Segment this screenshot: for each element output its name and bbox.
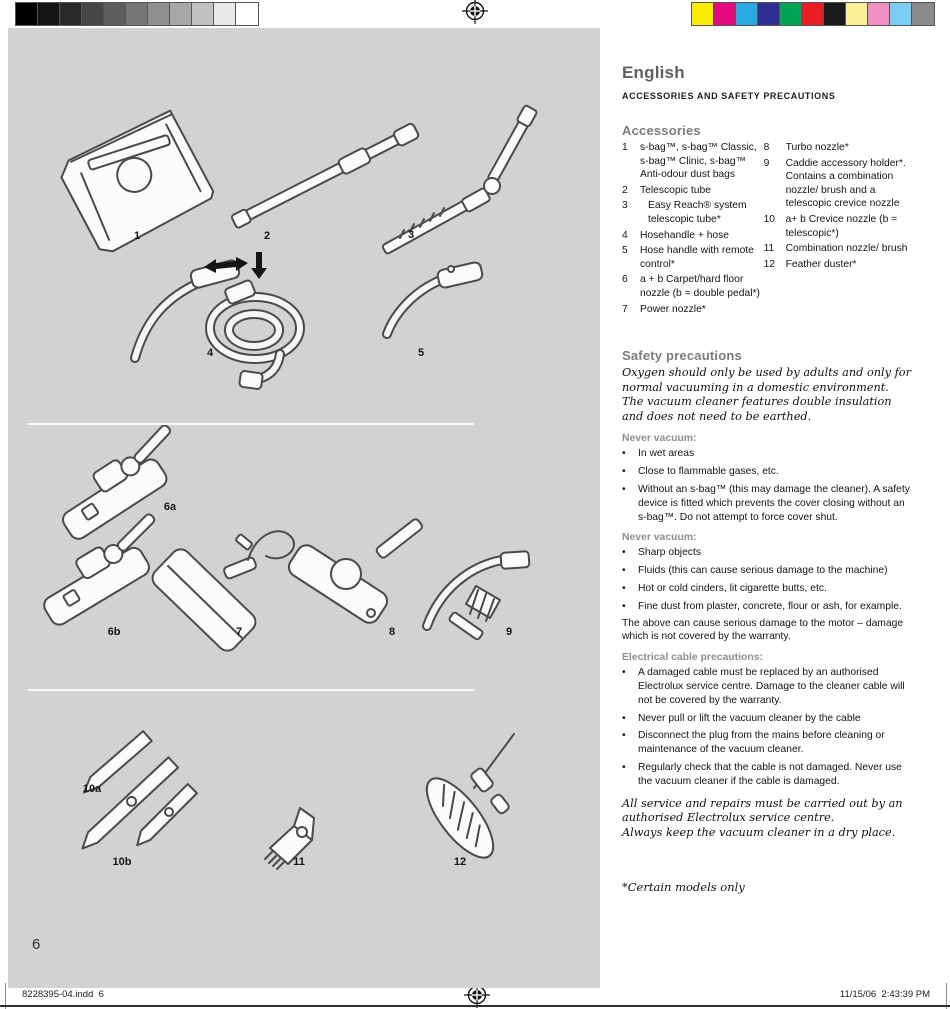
calibration-swatch [692,3,714,25]
accessory-text: Telescopic tube [640,184,711,196]
accessory-item [622,303,761,317]
accessory-text: Feather duster* [785,258,857,270]
accessory-illustrations [8,28,600,988]
accessory-number: 1 [622,142,628,153]
accessory-number: 3 [622,200,628,212]
calibration-swatch [16,3,38,25]
illustration-caddie-holder [427,551,530,640]
list-item [622,564,912,578]
bullet-icon: • [622,547,626,559]
models-footnote: *Certain models only [622,880,745,894]
list-item [622,447,912,461]
bullet-icon: • [622,730,626,742]
calibration-swatch [126,3,148,25]
calibration-swatch [846,3,868,25]
bullet-text: Sharp objects [638,547,701,559]
chapter-subtitle: ACCESSORIES AND SAFETY PRECAUTIONS [622,91,836,101]
calibration-swatch [82,3,104,25]
calibration-swatch [890,3,912,25]
calibration-swatch [170,3,192,25]
illustration-hosehandle-hose [135,252,300,389]
accessory-number: 4 [622,229,628,241]
list-item [622,465,912,479]
page-edge-line [0,1005,950,1007]
accessory-text: Power nozzle* [640,303,706,315]
warranty-note: The above can cause serious damage to the motor – damage which is not covered by the warranty. [622,617,904,643]
calibration-swatch [236,3,258,25]
figure-label-7: 7 [235,626,243,638]
illustration-telescopic-tube [230,123,419,230]
illustration-panel [8,28,600,988]
bullet-text: Fine dust from plaster, concrete, flour or ash, for example. [638,600,902,612]
accessory-item [764,141,914,155]
bullet-icon: • [622,483,626,495]
never-vacuum-heading-2: Never vacuum: [622,532,697,544]
bullet-icon: • [622,600,626,612]
calibration-swatch [192,3,214,25]
figure-label-10a: 10a [82,783,102,795]
bullet-text: Disconnect the plug from the mains before cleaning or maintenance of the vacuum cleaner. [638,730,885,756]
calibration-swatch [214,3,236,25]
accessory-item [764,258,914,272]
list-item [622,483,912,524]
accessory-item [622,141,761,182]
bullet-text: Hot or cold cinders, lit cigarette butts, etc. [638,582,827,594]
accessories-column-left [622,141,761,318]
figure-label-4: 4 [206,347,214,359]
accessory-number: 5 [622,245,628,257]
figure-label-5: 5 [417,347,425,359]
calibration-swatch [104,3,126,25]
figure-label-6a: 6a [163,501,177,513]
safety-heading: Safety precautions [622,348,742,363]
accessories-column-right [764,141,914,318]
calibration-swatch [736,3,758,25]
calibration-swatch [802,3,824,25]
calibration-swatch [758,3,780,25]
accessory-number: 10 [763,213,776,225]
figure-label-9: 9 [505,626,513,638]
page-number: 6 [32,936,41,953]
electrical-cable-heading: Electrical cable precautions: [622,652,763,664]
panel-divider-1 [28,423,474,425]
figure-label-6b: 6b [107,626,121,638]
figure-label-2: 2 [263,230,271,242]
accessory-number: 8 [763,142,770,153]
calibration-swatch [824,3,846,25]
bullet-icon: • [622,466,626,478]
safety-section [622,348,912,840]
never-vacuum-heading-1: Never vacuum: [622,433,697,445]
figure-label-12: 12 [453,856,467,868]
accessory-number: 9 [763,157,770,169]
list-item [622,666,912,707]
illustration-turbo-nozzle [285,518,423,627]
accessory-text: Hosehandle + hose [640,229,730,241]
bullet-icon: • [622,565,626,577]
accessory-item [764,242,914,256]
accessory-text: s-bag™, s-bag™ Classic, s-bag™ Clinic, s-bag™ Anti-odour dust bags [640,142,757,181]
bullet-icon: • [622,667,626,679]
calibration-swatch [60,3,82,25]
calibration-swatch [714,3,736,25]
accessory-number: 7 [622,303,628,315]
illustration-feather-duster [415,734,514,868]
bullet-icon: • [622,448,626,460]
list-item [622,729,912,757]
bullet-text: In wet areas [638,448,695,460]
calibration-swatch [148,3,170,25]
accessory-number: 6 [622,274,628,286]
accessory-text: a+ b Crevice nozzle (b = telescopic*) [785,213,898,239]
accessory-text: a + b Carpet/hard floor nozzle (b = double pedal*) [640,274,760,299]
calibration-swatch [780,3,802,25]
electrical-cable-list [622,666,912,788]
bullet-text: Without an s-bag™ (this may damage the cleaner). A safety device is fitted which prevents the cover closing without an s-bag™. Do not attempt to force cover shut. [638,483,910,523]
accessory-text: Combination nozzle/ brush [785,243,908,255]
service-note: All service and repairs must be carried out by an authorised Electrolux service centre. [622,796,903,825]
figure-label-11: 11 [293,856,305,868]
illustration-floor-nozzle-b [30,512,177,628]
figure-label-1: 1 [133,230,141,242]
accessory-text: Turbo nozzle* [785,142,849,153]
calibration-swatch [912,3,934,25]
safety-intro: Oxygen should only be used by adults and only for normal vacuuming in a domestic environment. The vacuum cleaner features double insulation and does not need to be earthed. [622,366,912,423]
accessory-text: Caddie accessory holder*. Contains a combination nozzle/ brush and a telescopic crevice nozzle [785,157,906,210]
figure-label-3: 3 [407,229,415,241]
bullet-icon: • [622,582,626,594]
illustration-floor-nozzle-a [48,423,194,543]
language-heading: English [622,63,685,82]
down-arrow-icon [251,252,267,279]
calibration-swatch [868,3,890,25]
dry-place-note: Always keep the vacuum cleaner in a dry place. [622,825,896,839]
list-item [622,546,912,560]
accessory-item [622,229,761,243]
accessory-item [622,199,761,226]
illustration-combination-brush [265,808,314,869]
never-vacuum-list-1 [622,447,912,524]
accessories-heading: Accessories [622,123,701,138]
never-vacuum-list-2 [622,546,912,613]
illustration-power-nozzle [148,531,294,654]
figure-label-10b: 10b [112,856,132,868]
panel-divider-2 [28,689,474,691]
accessory-item [764,213,914,240]
accessory-number: 2 [622,184,628,196]
accessories-list [622,141,914,318]
bullet-text: A damaged cable must be replaced by an authorised Electrolux service centre. Damage to the cleaner cable will not be covered by the warranty. [638,667,905,706]
list-item [622,600,912,614]
accessory-text: Easy Reach® system telescopic tube* [648,200,747,225]
accessory-item [622,244,761,271]
accessory-item [764,157,914,211]
bullet-text: Never pull or lift the vacuum cleaner by the cable [638,712,861,724]
bullet-icon: • [622,761,626,773]
bullet-text: Regularly check that the cable is not damaged. Never use the vacuum cleaner if the cable is damaged. [638,761,902,787]
registration-mark-top [462,0,488,24]
accessory-text: Hose handle with remote control* [640,245,754,270]
color-calibration-bar [691,2,935,26]
accessory-number: 11 [763,243,775,255]
bullet-text: Close to flammable gases, etc. [638,466,779,478]
grayscale-calibration-bar [15,2,259,26]
accessory-item [622,184,761,198]
footer-filename: 8228395-04.indd 6 [22,989,104,1000]
bullet-text: Fluids (this can cause serious damage to the machine) [638,565,888,577]
accessory-number: 12 [763,258,776,270]
calibration-swatch [38,3,60,25]
illustration-remote-handle [387,261,483,334]
list-item [622,582,912,596]
list-item [622,761,912,789]
accessory-item [622,273,761,300]
figure-label-8: 8 [388,626,396,638]
list-item [622,712,912,726]
bullet-icon: • [622,712,626,724]
footer-timestamp: 11/15/06 2:43:39 PM [839,989,930,1000]
